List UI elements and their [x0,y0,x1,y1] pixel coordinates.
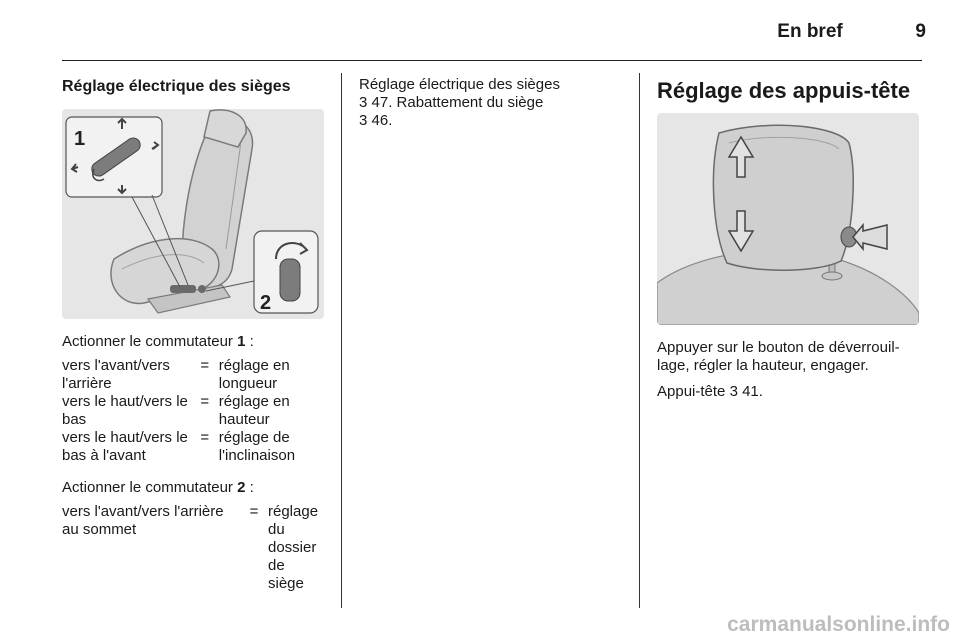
table-row: vers le haut/vers le bas à l'avant = réglage de l'inclinaison [62,429,296,464]
callout-2-label: 2 [260,292,272,314]
column-headrest-adjustment [657,76,922,401]
seat-illustration [62,109,324,319]
column-references [359,76,621,130]
reference-line-3: 3 46. [359,112,393,129]
headrest-reference: Appui-tête 3 41. [657,383,763,400]
column-divider-2 [639,73,640,608]
page-number: 9 [915,21,926,42]
table-row: vers l'avant/vers l'arrière = réglage en longueur [62,357,290,392]
reference-line-2: 3 47. Rabattement du siège [359,94,544,111]
reference-arrow-icon: 3 [729,383,738,400]
section-heading-electric-seat: Réglage électrique des sièges [62,78,291,95]
header-rule [62,60,922,61]
reference-arrow-icon: 3 [359,94,368,111]
switch-2-number: 2 [237,479,246,496]
reference-arrow-icon: 3 [359,112,368,129]
section-heading-headrest: Réglage des appuis-tête [657,78,911,103]
switch-1-instruction: Actionner le commutateur 1 : [62,333,254,350]
watermark: carmanualsonline.info [727,613,950,636]
column-divider-1 [341,73,342,608]
switch-2-table [62,503,324,593]
headrest-illustration [657,113,919,325]
running-header-title: En bref [777,21,843,42]
reference-line-1: Réglage électrique des sièges [359,76,560,93]
headrest-instruction: Appuyer sur le bouton de déverrouil-lage, régler la hauteur, engager. [657,339,900,374]
column-seat-adjustment [62,76,324,593]
table-row: vers l'avant/vers l'arrière au sommet = réglage du dossier de siège [62,503,319,592]
switch-2-instruction: Actionner le commutateur 2 : [62,479,254,496]
switch-1-table [62,357,324,465]
callout-1-label: 1 [74,128,86,150]
switch-1-number: 1 [237,333,246,350]
table-row: vers le haut/vers le bas = réglage en hauteur [62,393,290,428]
